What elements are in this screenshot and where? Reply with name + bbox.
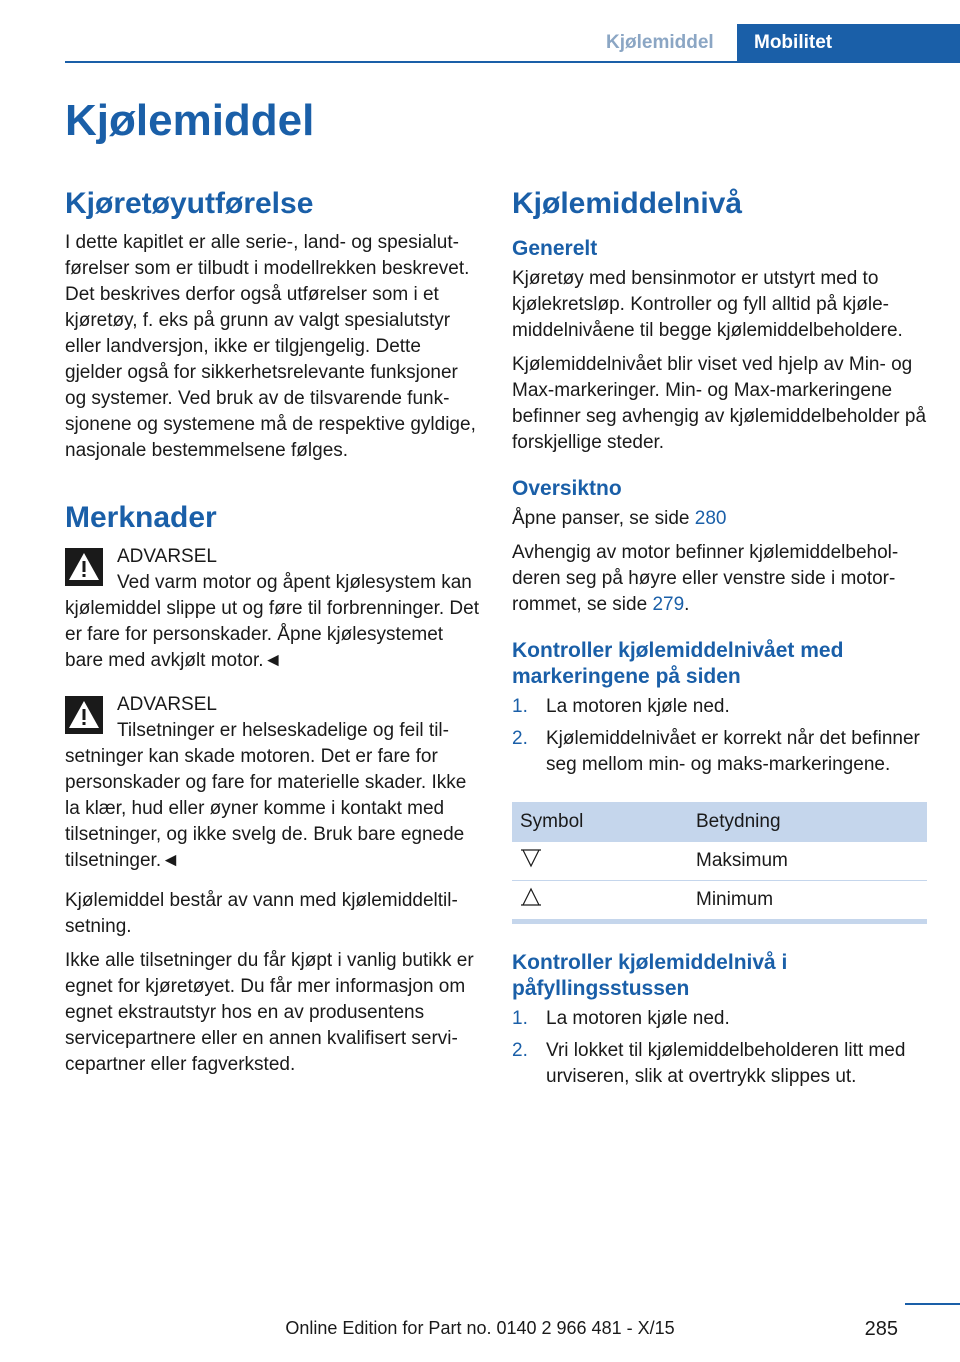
- list-item: [512, 694, 927, 720]
- page-title: Kjølemiddel: [65, 96, 315, 145]
- footer-edition: Online Edition for Part no. 0140 2 966 481 - X/15: [285, 1318, 675, 1338]
- heading-check-filler-neck: Kontroller kjølemiddelnivå i påfyllingsstussen: [512, 951, 788, 1000]
- table-cell-symbol: [512, 842, 688, 881]
- table-row: [512, 842, 927, 881]
- step-text: Vri lokket til kjølemiddelbeholderen litt med urviseren, slik at overtrykk slippes ut.: [546, 1040, 906, 1087]
- list-item: [512, 1006, 927, 1032]
- table-cell-meaning: Minimum: [688, 881, 927, 922]
- page-number-rule: [905, 1303, 960, 1305]
- steps-check-filler: [512, 1006, 927, 1090]
- heading-overview: Oversiktno: [512, 477, 622, 500]
- table-cell-symbol: [512, 881, 688, 922]
- heading-general: Generelt: [512, 237, 598, 260]
- step-text: La motoren kjøle ned.: [546, 696, 730, 717]
- left-column: [65, 180, 480, 1086]
- warning-text: Tilsetninger er helseskadelige og feil tilsetninger kan skade motoren. Det er fare for personskader og fare for materielle skader. Ikke la klær, hud eller øyner komme i kontakt med tilsetninger, og ikke svelg de. Bruk bare egnede tilsetninger.◄: [65, 720, 467, 871]
- paragraph-coolant: Kjølemiddel består av vann med kjølemiddeltilsetning.: [65, 890, 458, 937]
- header-rule: [65, 61, 960, 63]
- step-number: 1.: [512, 1008, 528, 1029]
- step-text: Kjølemiddelnivået er korrekt når det befinner seg mellom min- og maks-markeringene.: [546, 728, 920, 775]
- warning-title: ADVARSEL: [117, 694, 217, 715]
- heading-check-side-markings: Kontroller kjølemiddelnivået med markeringene på siden: [512, 639, 844, 688]
- paragraph-open-hood: [512, 506, 927, 532]
- text-reservoir-location: Avhengig av motor befinner kjølemiddelbeholderen seg på høyre eller venstre side i motorrommet, se side: [512, 542, 899, 615]
- paragraph-additives: Ikke alle tilsetninger du får kjøpt i vanlig butikk er egnet for kjøretøyet. Du får mer informasjon om egnet ekstrautstyr hos en av produsentens servicepartnere eller en annen kvalifisert servicepartner eller fagverksted.: [65, 950, 474, 1075]
- table-row: [512, 881, 927, 922]
- header-tab-chapter[interactable]: Kjølemiddel: [606, 32, 714, 53]
- warning-text: Ved varm motor og åpent kjølesystem kan kjølemiddel slippe ut og føre til forbrenninger. Det er fare for personskader. Åpne kjølesystemet bare med avkjølt motor.◄: [65, 572, 479, 671]
- heading-vehicle-version: Kjøretøyutførelse: [65, 187, 314, 220]
- page-link-279[interactable]: 279: [652, 594, 685, 615]
- column-header-symbol: Symbol: [512, 802, 688, 842]
- warning-title: ADVARSEL: [117, 546, 217, 567]
- list-item: [512, 726, 927, 778]
- step-number: 2.: [512, 1040, 528, 1061]
- warning-triangle-icon: [65, 696, 103, 734]
- text-period: .: [684, 594, 690, 615]
- right-column: [512, 180, 927, 1100]
- table-header-row: [512, 802, 927, 842]
- symbol-table: [512, 802, 927, 924]
- warning-block-2: [65, 692, 480, 874]
- heading-coolant-level: Kjølemiddelnivå: [512, 187, 743, 220]
- page-number: 285: [864, 1318, 898, 1340]
- column-header-meaning: Betydning: [688, 802, 927, 842]
- table-cell-meaning: Maksimum: [688, 842, 927, 881]
- warning-block-1: [65, 544, 480, 674]
- heading-notes: Merknader: [65, 501, 217, 534]
- step-number: 2.: [512, 728, 528, 749]
- min-marker-icon: [520, 887, 542, 907]
- paragraph-general-2: Kjølemiddelnivået blir viset ved hjelp av Min- og Max-markeringer. Min- og Max-markeringene befinner seg avhengig av kjølemiddelbeholder på forskjellige steder.: [512, 354, 927, 453]
- text-open-hood: Åpne panser, se side: [512, 508, 695, 529]
- steps-check-side: [512, 694, 927, 778]
- page-link-280[interactable]: 280: [694, 508, 727, 529]
- paragraph-general-1: Kjøretøy med bensinmotor er utstyrt med to kjølekretsløp. Kontroller og fyll alltid på kjølemiddelnivåene til begge kjølemiddelbeholdere.: [512, 268, 903, 341]
- warning-triangle-icon: [65, 548, 103, 586]
- step-text: La motoren kjøle ned.: [546, 1008, 730, 1029]
- header-tab-section[interactable]: Mobilitet: [737, 24, 960, 62]
- paragraph-reservoir-location: [512, 540, 927, 618]
- list-item: [512, 1038, 927, 1090]
- max-marker-icon: [520, 848, 542, 868]
- step-number: 1.: [512, 696, 528, 717]
- paragraph-vehicle-version: I dette kapitlet er alle serie-, land- og spesialutførelser som er tilbudt i modellrekken beskrevet. Det beskrives derfor også utførelser som i et kjøretøy, f. eks på grunn av valgt spesialutstyr eller landversjon, ikke er tilgjengelig. Dette gjelder også for sikkerhetsrelevante funksjoner og systemer. Ved bruk av de tilsvarende funksjonene og systemene må de respektive gyldige, nasjonale bestemmelsene følges.: [65, 232, 476, 461]
